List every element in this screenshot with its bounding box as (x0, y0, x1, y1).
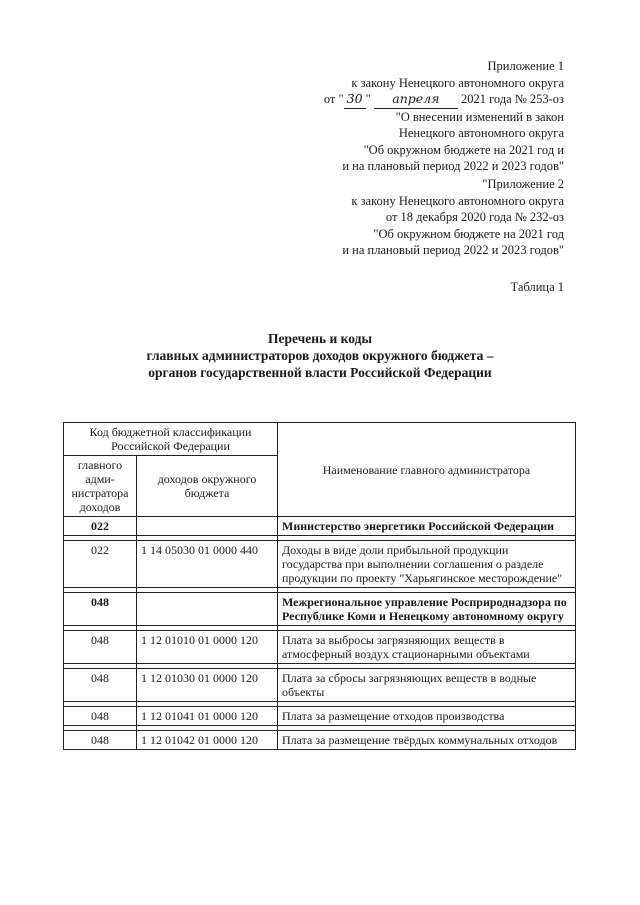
income-code-cell: 1 12 01010 01 0000 120 (137, 631, 278, 664)
table-row (64, 631, 576, 664)
title-line-3: органов государственной власти Российской Федерации (148, 365, 492, 380)
administrator-name-cell: Межрегиональное управление Росприроднадзора по Республике Коми и Ненецкому автономному округу (278, 593, 576, 626)
appendix-1-line3: "О внесении изменений в закон (395, 109, 564, 124)
appendix-1-title: Приложение 1 (487, 59, 564, 73)
admin-code-cell: 048 (64, 731, 137, 750)
income-code-cell: 1 14 05030 01 0000 440 (137, 541, 278, 588)
appendix-2-header (342, 176, 564, 259)
date-prefix: от " (323, 92, 344, 106)
table-row (64, 731, 576, 750)
table-row (64, 517, 576, 536)
table-row (64, 593, 576, 626)
admin-code-cell: 022 (64, 541, 137, 588)
table-row (64, 669, 576, 702)
date-mid: " (365, 92, 371, 106)
appendix-1-line1: к закону Ненецкого автономного округа (351, 75, 564, 90)
appendix-2-line3: "Об окружном бюджете на 2021 год (373, 226, 564, 241)
admin-code-cell: 048 (64, 593, 137, 626)
admin-code-cell: 048 (64, 631, 137, 664)
appendix-2-line2: от 18 декабря 2020 года № 232-оз (385, 210, 564, 224)
income-code-cell: 1 12 01042 01 0000 120 (137, 731, 278, 750)
header-admin-code: главного адми-нистратора доходов (64, 456, 137, 517)
handwritten-day: 30 (344, 91, 366, 109)
table-row (64, 541, 576, 588)
header-income-code: доходов окружного бюджета (137, 456, 278, 517)
appendix-1-header (324, 58, 564, 175)
administrator-name-cell: Плата за размещение отходов производства (278, 707, 576, 726)
table-caption: Таблица 1 (510, 280, 564, 294)
title-line-2: главных администраторов доходов окружного бюджета – (146, 348, 494, 363)
appendix-1-line5: "Об окружном бюджете на 2021 год и (363, 142, 564, 157)
appendix-2-line4: и на плановый период 2022 и 2023 годов" (342, 243, 564, 257)
administrator-name-cell: Плата за размещение твёрдых коммунальных отходов (278, 731, 576, 750)
date-suffix: 2021 года № 253-оз (460, 92, 564, 106)
header-administrator-name: Наименование главного администратора (278, 423, 576, 517)
administrator-name-cell: Доходы в виде доли прибыльной продукции государства при выполнении соглашения о разделе продукции по проекту "Харьягинское месторождение" (278, 541, 576, 588)
administrator-name-cell: Министерство энергетики Российской Федерации (278, 517, 576, 536)
appendix-1-line4: Ненецкого автономного округа (398, 126, 564, 140)
income-code-cell (137, 593, 278, 626)
document-title (70, 330, 570, 381)
income-code-cell (137, 517, 278, 536)
codes-table-body (64, 517, 576, 750)
appendix-1-line6: и на плановый период 2022 и 2023 годов" (342, 159, 564, 173)
appendix-2-line1: к закону Ненецкого автономного округа (351, 193, 564, 208)
income-code-cell: 1 12 01041 01 0000 120 (137, 707, 278, 726)
codes-table (63, 422, 576, 750)
handwritten-month: апреля (374, 91, 458, 109)
table-row (64, 707, 576, 726)
header-budget-classification: Код бюджетной классификации Российской Федерации (64, 423, 278, 456)
administrator-name-cell: Плата за сбросы загрязняющих веществ в водные объекты (278, 669, 576, 702)
income-code-cell: 1 12 01030 01 0000 120 (137, 669, 278, 702)
appendix-2-title: "Приложение 2 (482, 177, 564, 191)
admin-code-cell: 048 (64, 707, 137, 726)
admin-code-cell: 048 (64, 669, 137, 702)
admin-code-cell: 022 (64, 517, 137, 536)
appendix-1-date-line (324, 91, 564, 109)
title-line-1: Перечень и коды (267, 331, 373, 346)
administrator-name-cell: Плата за выбросы загрязняющих веществ в атмосферный воздух стационарными объектами (278, 631, 576, 664)
